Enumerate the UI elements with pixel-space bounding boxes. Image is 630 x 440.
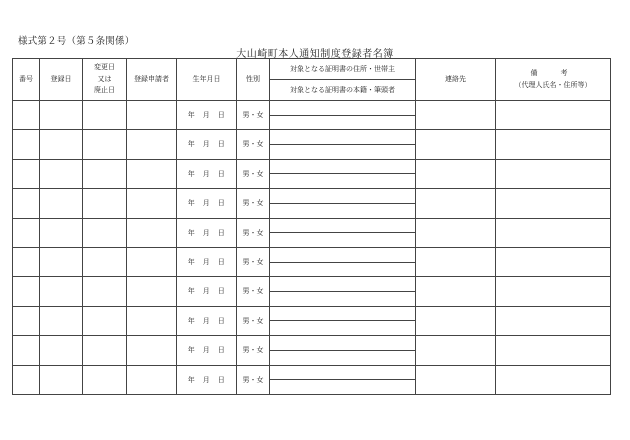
cell-applicant[interactable] [127, 306, 177, 335]
register-table [12, 58, 611, 395]
cell-certificate [270, 189, 416, 218]
header-contact: 連絡先 [416, 59, 496, 101]
cell-certificate-domicile[interactable] [270, 116, 415, 130]
cell-certificate-address[interactable] [270, 160, 415, 175]
cell-remarks[interactable] [496, 247, 611, 276]
cell-remarks[interactable] [496, 101, 611, 130]
cell-certificate-domicile[interactable] [270, 174, 415, 188]
cell-contact[interactable] [416, 189, 496, 218]
header-applicant: 登録申請者 [127, 59, 177, 101]
cell-gender[interactable]: 男・女 [237, 365, 270, 394]
header-row [13, 59, 611, 101]
cell-applicant[interactable] [127, 218, 177, 247]
header-certificate-domicile: 対象となる証明書の本籍・筆頭者 [290, 85, 395, 94]
cell-number[interactable] [13, 247, 40, 276]
cell-change-date[interactable] [83, 130, 127, 159]
cell-certificate [270, 130, 416, 159]
cell-certificate-address[interactable] [270, 101, 415, 116]
cell-certificate-domicile[interactable] [270, 292, 415, 306]
cell-birth-date[interactable]: 年 月 日 [177, 101, 237, 130]
cell-number[interactable] [13, 218, 40, 247]
cell-registration-date[interactable] [40, 130, 83, 159]
cell-registration-date[interactable] [40, 218, 83, 247]
cell-gender[interactable]: 男・女 [237, 277, 270, 306]
cell-certificate-address[interactable] [270, 307, 415, 322]
cell-number[interactable] [13, 336, 40, 365]
cell-birth-date[interactable]: 年 月 日 [177, 189, 237, 218]
cell-number[interactable] [13, 189, 40, 218]
table-row [13, 130, 611, 159]
cell-certificate-domicile[interactable] [270, 233, 415, 247]
cell-remarks[interactable] [496, 277, 611, 306]
cell-certificate [270, 306, 416, 335]
cell-remarks[interactable] [496, 218, 611, 247]
cell-certificate-domicile[interactable] [270, 145, 415, 159]
cell-remarks[interactable] [496, 130, 611, 159]
cell-registration-date[interactable] [40, 159, 83, 188]
cell-certificate-domicile[interactable] [270, 263, 415, 277]
cell-number[interactable] [13, 130, 40, 159]
cell-registration-date[interactable] [40, 306, 83, 335]
cell-certificate [270, 218, 416, 247]
cell-gender[interactable]: 男・女 [237, 101, 270, 130]
cell-number[interactable] [13, 365, 40, 394]
header-number: 番号 [13, 59, 40, 101]
cell-certificate-address[interactable] [270, 277, 415, 292]
cell-birth-date[interactable]: 年 月 日 [177, 336, 237, 365]
cell-applicant[interactable] [127, 247, 177, 276]
cell-contact[interactable] [416, 130, 496, 159]
cell-registration-date[interactable] [40, 189, 83, 218]
cell-remarks[interactable] [496, 189, 611, 218]
cell-gender[interactable]: 男・女 [237, 218, 270, 247]
cell-applicant[interactable] [127, 189, 177, 218]
cell-applicant[interactable] [127, 130, 177, 159]
cell-contact[interactable] [416, 159, 496, 188]
cell-registration-date[interactable] [40, 365, 83, 394]
cell-contact[interactable] [416, 101, 496, 130]
cell-birth-date[interactable]: 年 月 日 [177, 130, 237, 159]
header-remarks [496, 59, 611, 101]
cell-certificate [270, 159, 416, 188]
cell-certificate-address[interactable] [270, 219, 415, 234]
cell-certificate-domicile[interactable] [270, 351, 415, 365]
cell-certificate [270, 336, 416, 365]
cell-change-date[interactable] [83, 101, 127, 130]
cell-contact[interactable] [416, 277, 496, 306]
cell-contact[interactable] [416, 247, 496, 276]
cell-registration-date[interactable] [40, 247, 83, 276]
cell-remarks[interactable] [496, 159, 611, 188]
cell-certificate-address[interactable] [270, 336, 415, 351]
cell-change-date[interactable] [83, 247, 127, 276]
cell-gender[interactable]: 男・女 [237, 336, 270, 365]
cell-certificate [270, 365, 416, 394]
header-birth-date: 生年月日 [177, 59, 237, 101]
header-certificate-address: 対象となる証明書の住所・世帯主 [270, 59, 415, 80]
header-remarks-title: 備 考 [530, 68, 576, 77]
cell-number[interactable] [13, 306, 40, 335]
table-row [13, 365, 611, 394]
cell-number[interactable] [13, 277, 40, 306]
cell-number[interactable] [13, 101, 40, 130]
cell-gender[interactable]: 男・女 [237, 159, 270, 188]
cell-certificate [270, 277, 416, 306]
cell-birth-date[interactable]: 年 月 日 [177, 277, 237, 306]
cell-gender[interactable]: 男・女 [237, 247, 270, 276]
header-gender: 性別 [237, 59, 270, 101]
cell-registration-date[interactable] [40, 277, 83, 306]
cell-change-date[interactable] [83, 336, 127, 365]
cell-certificate-address[interactable] [270, 366, 415, 381]
cell-birth-date[interactable]: 年 月 日 [177, 365, 237, 394]
cell-contact[interactable] [416, 218, 496, 247]
header-certificate [270, 59, 416, 101]
header-change-date-line-2: 又は [97, 74, 112, 83]
header-change-date-line-1: 変更日 [94, 63, 115, 72]
cell-applicant[interactable] [127, 101, 177, 130]
cell-change-date[interactable] [83, 365, 127, 394]
cell-change-date[interactable] [83, 218, 127, 247]
cell-remarks[interactable] [496, 336, 611, 365]
header-registration-date: 登録日 [40, 59, 83, 101]
register-title: 大山崎町本人通知制度登録者名簿 [236, 49, 394, 60]
cell-number[interactable] [13, 159, 40, 188]
table-row [13, 189, 611, 218]
cell-change-date[interactable] [83, 159, 127, 188]
cell-certificate-domicile[interactable] [270, 321, 415, 335]
cell-applicant[interactable] [127, 336, 177, 365]
cell-remarks[interactable] [496, 306, 611, 335]
cell-contact[interactable] [416, 336, 496, 365]
cell-birth-date[interactable]: 年 月 日 [177, 247, 237, 276]
cell-gender[interactable]: 男・女 [237, 130, 270, 159]
cell-registration-date[interactable] [40, 336, 83, 365]
cell-gender[interactable]: 男・女 [237, 189, 270, 218]
table-row [13, 247, 611, 276]
header-change-date [83, 59, 127, 101]
cell-applicant[interactable] [127, 365, 177, 394]
cell-certificate [270, 101, 416, 130]
cell-certificate-domicile[interactable] [270, 380, 415, 394]
cell-applicant[interactable] [127, 277, 177, 306]
header-change-date-line-3: 廃止日 [94, 86, 115, 95]
cell-birth-date[interactable]: 年 月 日 [177, 159, 237, 188]
table-row [13, 101, 611, 130]
cell-change-date[interactable] [83, 277, 127, 306]
cell-gender[interactable]: 男・女 [237, 306, 270, 335]
cell-change-date[interactable] [83, 189, 127, 218]
cell-birth-date[interactable]: 年 月 日 [177, 218, 237, 247]
cell-applicant[interactable] [127, 159, 177, 188]
cell-contact[interactable] [416, 306, 496, 335]
cell-certificate-address[interactable] [270, 248, 415, 263]
cell-certificate-address[interactable] [270, 130, 415, 145]
table-row [13, 218, 611, 247]
table-row [13, 277, 611, 306]
cell-birth-date[interactable]: 年 月 日 [177, 306, 237, 335]
cell-change-date[interactable] [83, 306, 127, 335]
cell-contact[interactable] [416, 365, 496, 394]
cell-remarks[interactable] [496, 365, 611, 394]
form-number: 様式第２号（第５条関係） [18, 36, 135, 47]
cell-registration-date[interactable] [40, 101, 83, 130]
cell-certificate [270, 247, 416, 276]
table-row [13, 306, 611, 335]
cell-certificate-domicile[interactable] [270, 204, 415, 218]
register-rows [13, 101, 611, 395]
header-remarks-sub: （代理人氏名・住所等） [514, 80, 592, 89]
cell-certificate-address[interactable] [270, 189, 415, 204]
table-row [13, 336, 611, 365]
table-row [13, 159, 611, 188]
